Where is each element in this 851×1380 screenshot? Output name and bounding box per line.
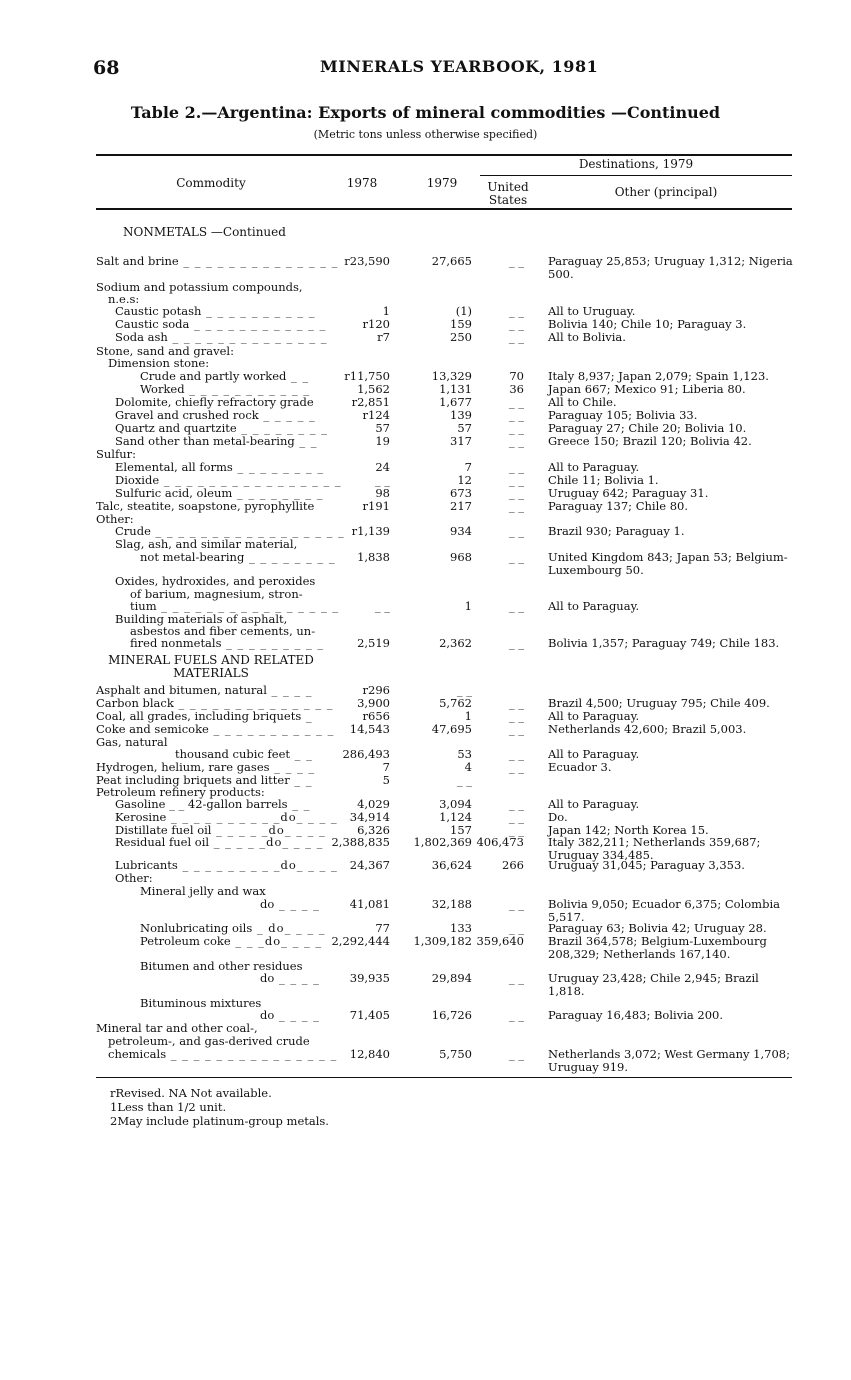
- table-row-united-states: _ _: [508, 599, 524, 613]
- page-number: 68: [93, 57, 120, 79]
- table-row-commodity: Stone, sand and gravel:: [96, 344, 234, 358]
- table-row-commodity: Salt and brine _ _ _ _ _ _ _ _ _ _ _ _ _ _: [96, 254, 339, 268]
- table-row-destinations: All to Bolivia.: [548, 330, 626, 344]
- table-row-commodity: Hydrogen, helium, rare gases _ _ _ _: [96, 760, 316, 774]
- leader-dots: _ _ _ _: [274, 1008, 320, 1022]
- table-row-destinations: Paraguay 137; Chile 80.: [548, 499, 688, 513]
- table-row-destinations: Brazil 930; Paraguay 1.: [548, 524, 685, 538]
- table-row-1978: 57: [375, 421, 390, 435]
- table-row-1979: 5,750: [439, 1047, 472, 1061]
- table-row-destinations: Greece 150; Brazil 120; Bolivia 42.: [548, 434, 752, 448]
- table-row-commodity: Talc, steatite, soapstone, pyrophyllite: [96, 499, 315, 513]
- table-row-1978: r656: [362, 709, 390, 723]
- table-row-united-states: _ _: [508, 550, 524, 564]
- leader-dots: _ _ _ _ _ _ _ _ _ _ _ _ _ _ _ _: [159, 473, 342, 487]
- table-row-united-states: _ _: [508, 395, 524, 409]
- table-row-commodity: Petroleum refinery products:: [96, 785, 265, 799]
- table-row-united-states: _ _: [508, 460, 524, 474]
- footnote-platinum-group: 2May include platinum-group metals.: [110, 1114, 329, 1128]
- table-row-1978: 6,326: [357, 823, 390, 837]
- table-row-commodity: Slag, ash, and similar material,: [115, 537, 298, 551]
- table-row-commodity: Nonlubricating oils _ do_ _ _ _: [140, 921, 326, 935]
- table-row-1979: (1): [455, 304, 472, 318]
- table-row-1978: 71,405: [349, 1008, 390, 1022]
- leader-dots: _ _ _ _: [269, 760, 316, 774]
- table-row-destinations: Japan 142; North Korea 15.: [548, 823, 709, 837]
- table-row-1979: 968: [450, 550, 472, 564]
- table-row-united-states: _ _: [508, 797, 524, 811]
- table-row-destinations: Paraguay 105; Bolivia 33.: [548, 408, 698, 422]
- table-row-destinations: Netherlands 42,600; Brazil 5,003.: [548, 722, 747, 736]
- table-row-destinations: Paraguay 63; Bolivia 42; Uruguay 28.: [548, 921, 767, 935]
- table-row-1979: _ _: [456, 683, 472, 697]
- table-row-1979: 159: [450, 317, 472, 331]
- table-row-united-states: _ _: [508, 810, 524, 824]
- table-row-united-states: _ _: [508, 722, 524, 736]
- leader-dots: _ _ _ _ _ _ _ _: [236, 421, 328, 435]
- table-row-united-states: _ _: [508, 971, 524, 985]
- column-header-destinations: Destinations, 1979: [578, 157, 694, 171]
- table-row-1979: 139: [450, 408, 472, 422]
- leader-dots: _ _ _ _ _do_ _ _ _: [209, 835, 324, 849]
- running-title: MINERALS YEARBOOK, 1981: [320, 57, 599, 76]
- table-row-1978: 77: [375, 921, 390, 935]
- table-row-commodity: Gas, natural: [96, 735, 168, 749]
- table-row-1979: 5,762: [439, 696, 472, 710]
- table-row-commodity: Lubricants _ _ _ _ _ _ _ _ _do_ _ _ _: [115, 858, 338, 872]
- table-row-commodity: Distillate fuel oil _ _ _ _ _do_ _ _ _: [115, 823, 326, 837]
- table-row-commodity: Gasoline _ _ 42-gallon barrels _ _: [115, 797, 311, 811]
- column-header-1979: 1979: [426, 176, 458, 190]
- table-row-united-states: _ _: [508, 434, 524, 448]
- table-row-commodity: of barium, magnesium, stron-: [130, 587, 303, 601]
- table-row-1979: 29,894: [431, 971, 472, 985]
- table-row-commodity: thousand cubic feet _ _: [175, 747, 313, 761]
- leader-dots: _: [301, 709, 313, 723]
- table-row-destinations: Bolivia 9,050; Ecuador 6,375; Colombia 5,517.: [548, 897, 780, 924]
- table-row-united-states: _ _: [508, 921, 524, 935]
- table-row-1978: 41,081: [349, 897, 390, 911]
- leader-dots: _ _ _ _ _do_ _ _ _: [211, 823, 326, 837]
- column-header-other: Other (principal): [614, 185, 718, 199]
- table-row-commodity: Sulfuric acid, oleum _ _ _ _ _ _ _ _: [115, 486, 324, 500]
- table-row-1978: 98: [375, 486, 390, 500]
- leader-dots: _ _ _ _ _ _ _ _ _ _ _ _ _ _ _: [166, 1047, 338, 1061]
- table-row-united-states: _ _: [508, 636, 524, 650]
- table-row-commodity: Building materials of asphalt,: [115, 612, 288, 626]
- table-row-1978: r7: [377, 330, 390, 344]
- table-row-commodity: Worked _ _ _ _ _ _ _ _ _ _ _: [140, 382, 311, 396]
- table-row-1979: 1,124: [439, 810, 472, 824]
- table-row-1979: 2,362: [439, 636, 472, 650]
- leader-dots: _ do_ _ _ _: [252, 921, 326, 935]
- table-row-commodity: Mineral tar and other coal-,: [96, 1021, 258, 1035]
- table-row-1979: 7: [464, 460, 472, 474]
- leader-dots: _ _: [289, 773, 313, 787]
- table-row-destinations: All to Chile.: [548, 395, 617, 409]
- table-row-destinations: Uruguay 31,045; Paraguay 3,353.: [548, 858, 745, 872]
- table-row-1978: 1,838: [357, 550, 390, 564]
- leader-dots: _ _ _ _ _ _ _ _ _ _do_ _ _ _: [166, 810, 338, 824]
- table-row-commodity: asbestos and fiber cements, un-: [130, 624, 316, 638]
- table-row-commodity: Asphalt and bitumen, natural _ _ _ _: [96, 683, 313, 697]
- table-row-destinations: Paraguay 27; Chile 20; Bolivia 10.: [548, 421, 747, 435]
- table-row-1978: 5: [382, 773, 390, 787]
- leader-dots: _ _: [287, 797, 311, 811]
- leader-dots: _ _: [294, 434, 318, 448]
- table-row-united-states: _ _: [508, 304, 524, 318]
- leader-dots: _ _: [290, 747, 313, 761]
- leader-dots: _ _ _ _ _ _ _ _ _ _ _ _ _ _ _ _: [156, 599, 340, 613]
- leader-dots: _ _ _ _ _ _ _ _ _ _: [201, 304, 316, 318]
- table-row-destinations: Japan 667; Mexico 91; Liberia 80.: [548, 382, 746, 396]
- table-row-commodity: Sulfur:: [96, 447, 136, 461]
- table-row-commodity: Mineral jelly and wax: [140, 884, 266, 898]
- table-row-1978: 2,519: [357, 636, 390, 650]
- table-row-1979: 1,131: [439, 382, 472, 396]
- table-row-1978: r11,750: [344, 369, 390, 383]
- table-row-united-states: 70: [509, 369, 524, 383]
- united-states-line2: States: [488, 193, 528, 207]
- table-row-commodity: Crude and partly worked _ _: [140, 369, 310, 383]
- leader-dots: _ _ _ _ _ _ _ _ _ _ _: [208, 722, 335, 736]
- table-row-united-states: _ _: [508, 897, 524, 911]
- table-row-1978: 14,543: [349, 722, 390, 736]
- table-row-commodity: tium _ _ _ _ _ _ _ _ _ _ _ _ _ _ _ _: [130, 599, 340, 613]
- table-row-1979: 12: [457, 473, 472, 487]
- table-row-united-states: _ _: [508, 1008, 524, 1022]
- table-row-1978: r296: [362, 683, 390, 697]
- table-row-destinations: Ecuador 3.: [548, 760, 612, 774]
- table-row-1978: 19: [375, 434, 390, 448]
- table-row-destinations: All to Paraguay.: [548, 460, 640, 474]
- table-row-1979: 673: [450, 486, 472, 500]
- table-row-1979: 13,329: [431, 369, 472, 383]
- table-row-1978: 1,562: [357, 382, 390, 396]
- leader-dots: _ _ _ _: [266, 683, 313, 697]
- table-row-1978: 286,493: [342, 747, 390, 761]
- leader-dots: _ _: [286, 369, 310, 383]
- table-row-1979: 32,188: [431, 897, 472, 911]
- table-row-united-states: _ _: [508, 486, 524, 500]
- table-row-commodity: Coke and semicoke _ _ _ _ _ _ _ _ _ _ _: [96, 722, 335, 736]
- table-row-1978: 3,900: [357, 696, 390, 710]
- table-row-1978: 34,914: [349, 810, 390, 824]
- table-row-commodity: Dolomite, chiefly refractory grade: [115, 395, 314, 409]
- table-row-united-states: _ _: [508, 254, 524, 268]
- table-row-destinations: United Kingdom 843; Japan 53; Belgium-Luxembourg 50.: [548, 550, 788, 577]
- table-row-united-states: _ _: [508, 317, 524, 331]
- table-row-commodity: Soda ash _ _ _ _ _ _ _ _ _ _ _ _ _ _: [115, 330, 328, 344]
- leader-dots: _ _ _ _ _ _ _ _ _: [221, 636, 325, 650]
- table-row-destinations: Chile 11; Bolivia 1.: [548, 473, 659, 487]
- leader-dots: _ _ _ _ _ _ _ _ _do_ _ _ _: [177, 858, 338, 872]
- leader-dots: _ _ _ _ _: [258, 408, 316, 422]
- section-mineral-fuels-line2: MATERIALS: [173, 666, 249, 680]
- table-row-destinations: All to Paraguay.: [548, 747, 640, 761]
- table-row-1979: 317: [450, 434, 472, 448]
- table-row-united-states: _ _: [508, 473, 524, 487]
- united-states-line1: United: [487, 180, 529, 194]
- table-row-commodity: Sodium and potassium compounds,: [96, 280, 303, 294]
- table-row-1978: r2,851: [351, 395, 390, 409]
- table-row-destinations: Uruguay 642; Paraguay 31.: [548, 486, 709, 500]
- table-subtitle: (Metric tons unless otherwise specified): [313, 128, 538, 141]
- table-row-1978: 24: [375, 460, 390, 474]
- column-header-1978: 1978: [346, 176, 378, 190]
- table-row-commodity: Kerosine _ _ _ _ _ _ _ _ _ _do_ _ _ _: [115, 810, 338, 824]
- table-row-1979: 1,677: [439, 395, 472, 409]
- table-title: Table 2.—Argentina: Exports of mineral commodities —Continued: [130, 103, 721, 122]
- table-row-1978: r124: [362, 408, 390, 422]
- table-row-commodity: Gravel and crushed rock _ _ _ _ _: [115, 408, 316, 422]
- table-row-1978: 2,292,444: [331, 934, 390, 948]
- leader-dots: _ _ _ _ _ _ _ _ _ _ _ _ _ _: [173, 696, 334, 710]
- table-row-1978: 39,935: [349, 971, 390, 985]
- table-row-commodity: Carbon black _ _ _ _ _ _ _ _ _ _ _ _ _ _: [96, 696, 334, 710]
- table-row-1978: _ _: [374, 473, 390, 487]
- table-row-united-states: _ _: [508, 709, 524, 723]
- table-row-1979: 47,695: [431, 722, 472, 736]
- table-row-1978: r191: [362, 499, 390, 513]
- table-row-united-states: _ _: [508, 421, 524, 435]
- table-row-commodity: fired nonmetals _ _ _ _ _ _ _ _ _: [130, 636, 325, 650]
- table-row-commodity: Quartz and quartzite _ _ _ _ _ _ _ _: [115, 421, 328, 435]
- table-row-united-states: 406,473: [476, 835, 524, 849]
- table-row-1979: 1,802,369: [413, 835, 472, 849]
- table-row-1978: 24,367: [349, 858, 390, 872]
- table-row-united-states: _ _: [508, 330, 524, 344]
- table-row-destinations: All to Paraguay.: [548, 797, 640, 811]
- table-row-commodity: Dimension stone:: [108, 356, 210, 370]
- table-row-destinations: Bolivia 1,357; Paraguay 749; Chile 183.: [548, 636, 780, 650]
- table-row-united-states: _ _: [508, 823, 524, 837]
- table-row-1979: 133: [450, 921, 472, 935]
- table-row-1979: _ _: [456, 773, 472, 787]
- table-row-1979: 1: [464, 599, 472, 613]
- leader-dots: _ _ _ _ _ _ _ _: [244, 550, 336, 564]
- table-row-destinations: Paraguay 16,483; Bolivia 200.: [548, 1008, 723, 1022]
- leader-dots: _ _ _ _ _ _ _ _ _ _ _: [184, 382, 311, 396]
- table-row-destinations: Do.: [548, 810, 568, 824]
- table-row-1979: 4: [464, 760, 472, 774]
- table-row-commodity: Bitumen and other residues: [140, 959, 303, 973]
- table-row-commodity: Dioxide _ _ _ _ _ _ _ _ _ _ _ _ _ _ _ _: [115, 473, 342, 487]
- table-row-commodity: Other:: [96, 512, 134, 526]
- leader-dots: _ _ _ _ _ _ _ _: [232, 486, 324, 500]
- column-header-commodity: Commodity: [176, 176, 246, 190]
- table-row-destinations: Italy 8,937; Japan 2,079; Spain 1,123.: [548, 369, 769, 383]
- leader-dots: _ _ _ _ _ _ _ _ _ _ _ _ _ _: [178, 254, 339, 268]
- table-row-1979: 1: [464, 709, 472, 723]
- table-row-united-states: _ _: [508, 696, 524, 710]
- table-row-destinations: Brazil 364,578; Belgium-Luxembourg 208,329; Netherlands 167,140.: [548, 934, 767, 961]
- table-row-1979: 934: [450, 524, 472, 538]
- table-row-1978: r120: [362, 317, 390, 331]
- table-row-commodity: Crude _ _ _ _ _ _ _ _ _ _ _ _ _ _ _ _ _: [115, 524, 345, 538]
- table-row-1979: 1,309,182: [413, 934, 472, 948]
- table-row-commodity: petroleum-, and gas-derived crude: [108, 1034, 310, 1048]
- table-row-commodity: do _ _ _ _: [260, 971, 320, 985]
- table-row-commodity: Caustic potash _ _ _ _ _ _ _ _ _ _: [115, 304, 316, 318]
- leader-dots: _ _ _ _ _ _ _ _ _ _ _ _: [189, 317, 327, 331]
- table-row-1979: 3,094: [439, 797, 472, 811]
- table-row-destinations: Netherlands 3,072; West Germany 1,708; Uruguay 919.: [548, 1047, 790, 1074]
- table-row-united-states: _ _: [508, 408, 524, 422]
- table-row-commodity: Peat including briquets and litter _ _: [96, 773, 313, 787]
- table-row-united-states: 359,640: [476, 934, 524, 948]
- table-row-1979: 36,624: [431, 858, 472, 872]
- table-row-1978: 4,029: [357, 797, 390, 811]
- table-row-commodity: do _ _ _ _: [260, 1008, 320, 1022]
- table-row-1979: 27,665: [431, 254, 472, 268]
- table-row-commodity: Other:: [115, 871, 153, 885]
- table-row-1978: _ _: [374, 599, 390, 613]
- table-row-1979: 57: [457, 421, 472, 435]
- table-row-united-states: 266: [502, 858, 524, 872]
- table-row-1978: 7: [382, 760, 390, 774]
- table-row-1979: 217: [450, 499, 472, 513]
- leader-dots: _ _ _ _: [274, 971, 320, 985]
- table-row-1978: 12,840: [349, 1047, 390, 1061]
- table-row-commodity: not metal-bearing _ _ _ _ _ _ _ _: [140, 550, 336, 564]
- leader-dots: _ _ _ _ _ _ _ _ _ _ _ _ _ _: [167, 330, 328, 344]
- table-row-destinations: All to Paraguay.: [548, 599, 640, 613]
- table-row-commodity: Caustic soda _ _ _ _ _ _ _ _ _ _ _ _: [115, 317, 327, 331]
- table-row-united-states: 36: [509, 382, 524, 396]
- table-row-1979: 53: [457, 747, 472, 761]
- table-row-1979: 250: [450, 330, 472, 344]
- section-nonmetals: NONMETALS —Continued: [123, 225, 286, 239]
- table-row-commodity: Elemental, all forms _ _ _ _ _ _ _ _: [115, 460, 325, 474]
- table-row-commodity: Petroleum coke _ _ _do_ _ _ _: [140, 934, 323, 948]
- section-mineral-fuels-line1: MINERAL FUELS AND RELATED: [108, 653, 314, 667]
- leader-dots: _ _ _ _ _ _ _ _ _ _ _ _ _ _ _ _ _: [150, 524, 345, 538]
- table-row-commodity: Residual fuel oil _ _ _ _ _do_ _ _ _: [115, 835, 324, 849]
- table-row-commodity: n.e.s:: [108, 292, 140, 306]
- table-row-destinations: Brazil 4,500; Uruguay 795; Chile 409.: [548, 696, 770, 710]
- table-row-commodity: do _ _ _ _: [260, 897, 320, 911]
- leader-dots: _ _ _ _ _ _ _ _: [232, 460, 325, 474]
- table-row-destinations: Uruguay 23,428; Chile 2,945; Brazil 1,818.: [548, 971, 759, 998]
- table-row-united-states: _ _: [508, 747, 524, 761]
- table-row-united-states: _ _: [508, 524, 524, 538]
- table-row-destinations: Italy 382,211; Netherlands 359,687; Uruguay 334,485.: [548, 835, 761, 862]
- table-bottom-rule: [96, 1077, 792, 1078]
- table-row-commodity: Bituminous mixtures: [140, 996, 262, 1010]
- table-row-destinations: Paraguay 25,853; Uruguay 1,312; Nigeria 500.: [548, 254, 793, 281]
- table-row-united-states: _ _: [508, 1047, 524, 1061]
- footnote-revised: rRevised. NA Not available.: [110, 1086, 272, 1100]
- leader-dots: _ _ _do_ _ _ _: [230, 934, 323, 948]
- table-row-commodity: Oxides, hydroxides, and peroxides: [115, 574, 316, 588]
- footnote-less-than-half: 1Less than 1/2 unit.: [110, 1100, 227, 1114]
- table-row-1979: 16,726: [431, 1008, 472, 1022]
- table-row-1979: 157: [450, 823, 472, 837]
- table-row-united-states: _ _: [508, 499, 524, 513]
- table-row-1978: 1: [382, 304, 390, 318]
- table-row-1978: r23,590: [344, 254, 390, 268]
- leader-dots: _ _ _ _: [274, 897, 320, 911]
- table-row-commodity: Coal, all grades, including briquets _: [96, 709, 313, 723]
- table-row-1978: 2,388,835: [331, 835, 390, 849]
- table-row-commodity: chemicals _ _ _ _ _ _ _ _ _ _ _ _ _ _ _: [108, 1047, 338, 1061]
- table-row-destinations: Bolivia 140; Chile 10; Paraguay 3.: [548, 317, 747, 331]
- table-row-destinations: All to Uruguay.: [548, 304, 636, 318]
- table-row-1978: r1,139: [351, 524, 390, 538]
- table-row-destinations: All to Paraguay.: [548, 709, 640, 723]
- table-row-united-states: _ _: [508, 760, 524, 774]
- table-row-commodity: Sand other than metal-bearing _ _: [115, 434, 318, 448]
